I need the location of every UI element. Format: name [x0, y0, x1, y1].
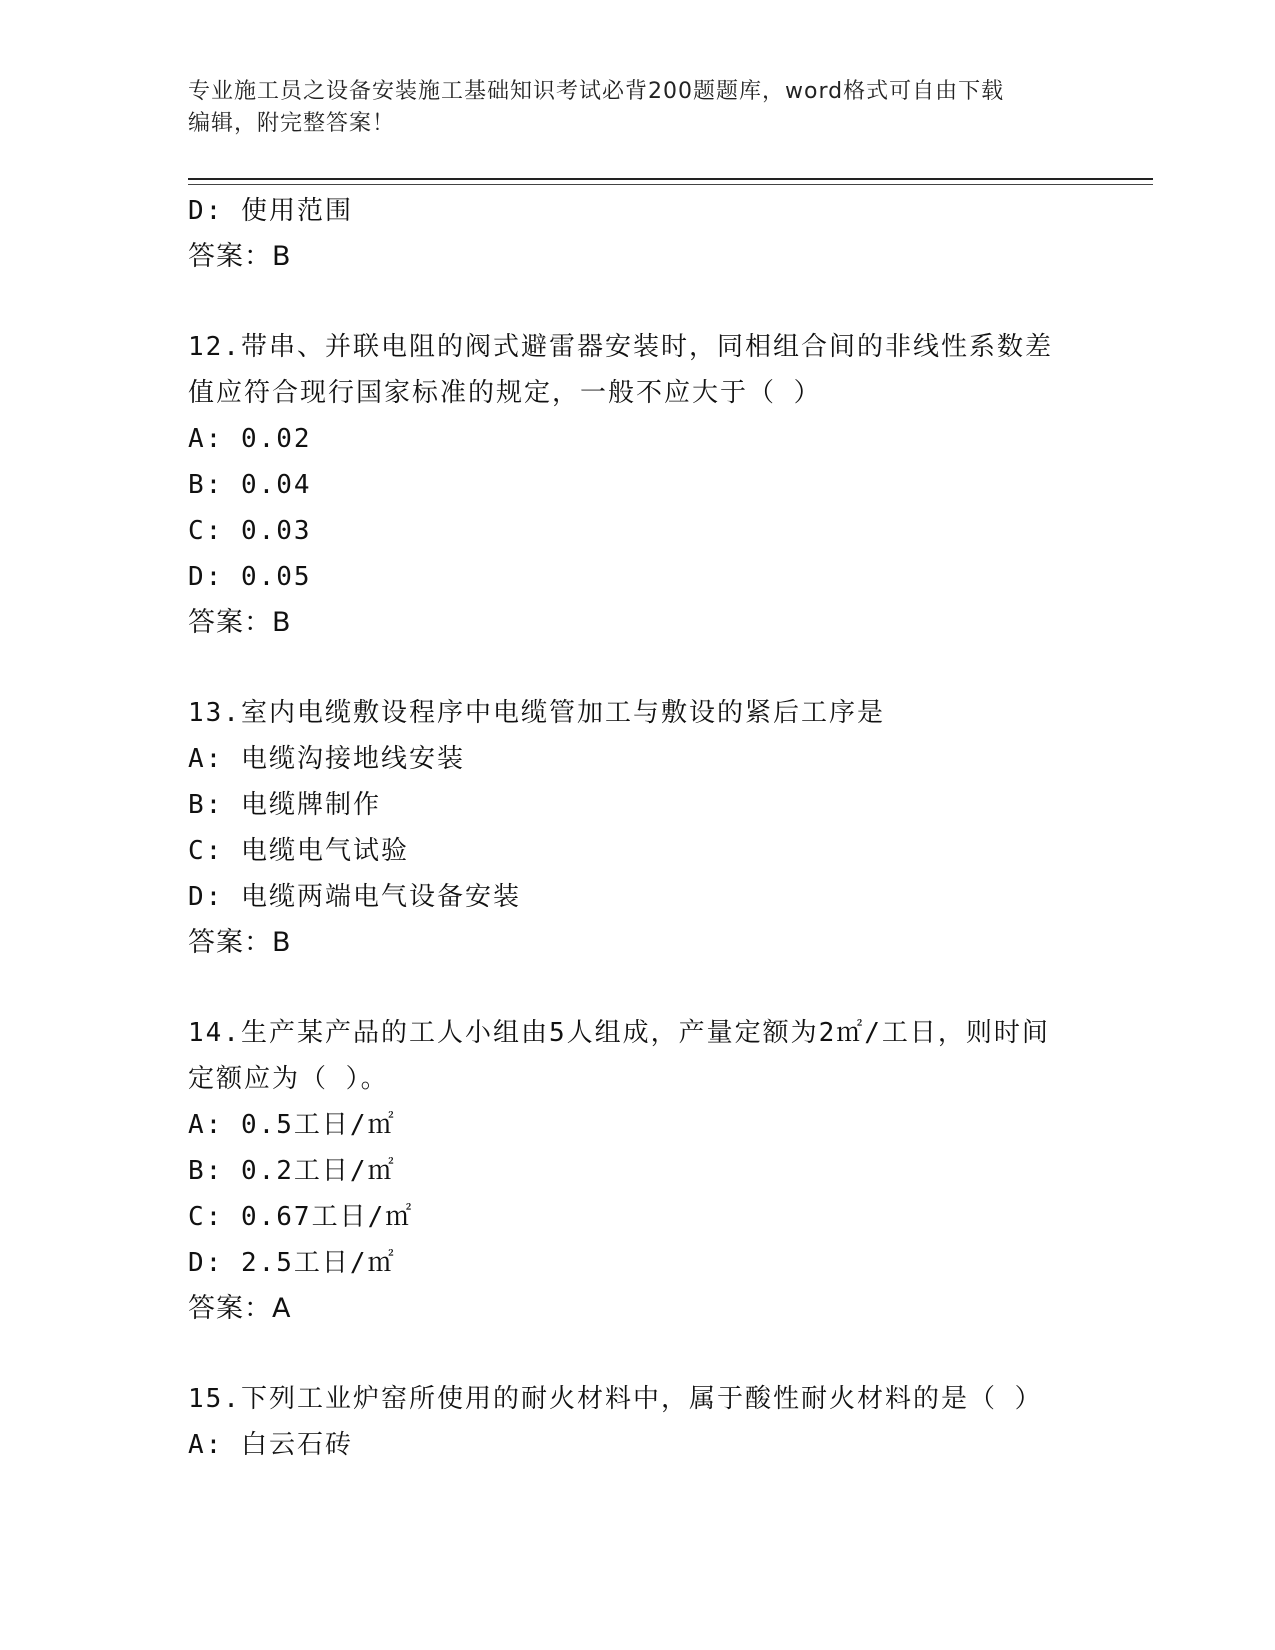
q13-option-d: D: 电缆两端电气设备安装 [188, 882, 521, 912]
q13-stem-1: 13.室内电缆敷设程序中电缆管加工与敷设的紧后工序是 [188, 698, 885, 728]
question-list [188, 188, 1108, 1468]
header-rule-thin [188, 184, 1153, 185]
q14-option-a: A: 0.5工日/㎡ [188, 1110, 396, 1140]
q14-option-d: D: 2.5工日/㎡ [188, 1248, 396, 1278]
q13-option-c: C: 电缆电气试验 [188, 836, 409, 866]
q14-answer: 答案：A [188, 1293, 292, 1324]
q12-stem-1: 12.带串、并联电阻的阀式避雷器安装时，同相组合间的非线性系数差 [188, 332, 1053, 362]
header-rule-thick [188, 178, 1153, 180]
q12-option-d: D: 0.05 [188, 562, 312, 592]
q14-stem-1: 14.生产某产品的工人小组由5人组成，产量定额为2㎡/工日，则时间 [188, 1018, 1050, 1048]
document-header [188, 76, 1088, 140]
q12-option-a: A: 0.02 [188, 424, 312, 454]
q11-answer: 答案：B [188, 241, 292, 272]
header-line-2: 编辑，附完整答案！ [188, 111, 396, 136]
header-line-1: 专业施工员之设备安装施工基础知识考试必背200题题库，word格式可自由下载 [188, 79, 1005, 104]
q13-answer: 答案：B [188, 927, 292, 958]
q14-option-b: B: 0.2工日/㎡ [188, 1156, 396, 1186]
q12-option-c: C: 0.03 [188, 516, 312, 546]
q12-stem-2: 值应符合现行国家标准的规定，一般不应大于（ ） [188, 378, 822, 408]
q15-stem-1: 15.下列工业炉窑所使用的耐火材料中，属于酸性耐火材料的是（ ） [188, 1384, 1043, 1414]
q14-option-c: C: 0.67工日/㎡ [188, 1202, 414, 1232]
q13-option-b: B: 电缆牌制作 [188, 790, 381, 820]
q12-option-b: B: 0.04 [188, 470, 312, 500]
q14-stem-2: 定额应为（ ）。 [188, 1064, 389, 1094]
q11-option-d: D: 使用范围 [188, 196, 353, 226]
q12-answer: 答案：B [188, 607, 292, 638]
q13-option-a: A: 电缆沟接地线安装 [188, 744, 465, 774]
q15-option-a: A: 白云石砖 [188, 1430, 353, 1460]
